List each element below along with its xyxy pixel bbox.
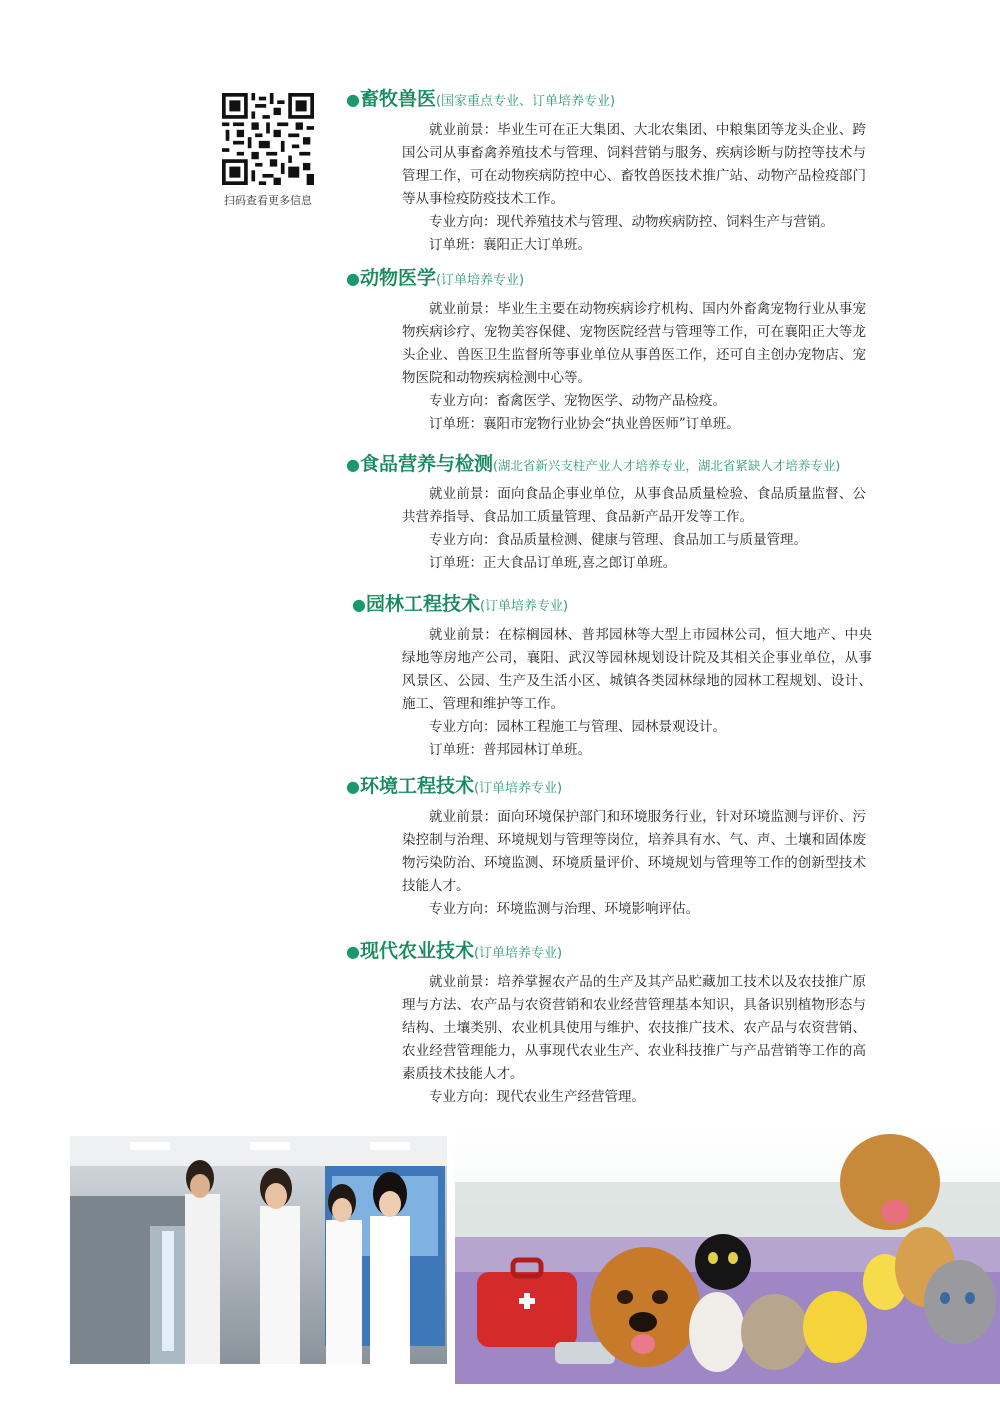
bullet-icon: ● bbox=[346, 269, 360, 288]
program-title: 畜牧兽医 bbox=[359, 88, 436, 110]
order-class: 订单班：襄阳市宠物行业协会“执业兽医师”订单班。 bbox=[429, 416, 740, 432]
pets-photo bbox=[455, 1122, 1000, 1384]
specialization: 专业方向：畜禽医学、宠物医学、动物产品检疫。 bbox=[429, 393, 726, 409]
specialization: 专业方向：园林工程施工与管理、园林景观设计。 bbox=[429, 719, 726, 735]
lab-students-photo bbox=[70, 1136, 447, 1364]
program-body bbox=[346, 298, 866, 436]
program-title: 环境工程技术 bbox=[359, 775, 474, 797]
bullet-icon: ● bbox=[346, 777, 360, 796]
program-modern-agriculture bbox=[346, 940, 866, 1109]
bullet-icon: ● bbox=[352, 595, 366, 614]
program-subtitle: (订单培养专业) bbox=[473, 946, 563, 961]
program-body bbox=[346, 971, 866, 1109]
order-class: 订单班：普邦园林订单班。 bbox=[429, 742, 591, 758]
bullet-icon: ● bbox=[346, 942, 360, 961]
bullet-icon: ● bbox=[346, 455, 360, 474]
program-body bbox=[346, 483, 866, 575]
program-landscape-engineering bbox=[352, 593, 872, 762]
specialization: 专业方向：食品质量检测、健康与管理、食品加工与质量管理。 bbox=[429, 532, 807, 548]
employment-prospects: 就业前景：面向环境保护部门和环境服务行业，针对环境监测与评价、污染控制与治理、环境规划与管理等岗位，培养具有水、气、声、土壤和固体废物污染防治、环境监测、环境质量评价、环境规划与管理等工作的创新型技术技能人才。 bbox=[402, 809, 866, 894]
program-title: 食品营养与检测 bbox=[359, 453, 493, 475]
program-body bbox=[352, 624, 872, 762]
program-subtitle: (湖北省新兴支柱产业人才培养专业，湖北省紧缺人才培养专业) bbox=[492, 458, 841, 473]
program-food-nutrition-testing bbox=[346, 453, 906, 575]
specialization: 专业方向：环境监测与治理、环境影响评估。 bbox=[429, 901, 699, 917]
program-subtitle: (订单培养专业) bbox=[473, 781, 563, 796]
employment-prospects: 就业前景：在棕榈园林、普邦园林等大型上市园林公司，恒大地产、中央绿地等房地产公司，襄阳、武汉等园林规划设计院及其相关企事业单位，从事风景区、公园、生产及生活小区、城镇各类园林绿地的园林工程规划、设计、施工、管理和维护等工作。 bbox=[402, 627, 872, 712]
order-class: 订单班：襄阳正大订单班。 bbox=[429, 237, 591, 253]
program-body bbox=[346, 806, 866, 921]
bullet-icon: ● bbox=[346, 90, 360, 109]
qr-code[interactable] bbox=[222, 93, 314, 185]
program-environmental-engineering bbox=[346, 775, 866, 921]
employment-prospects: 就业前景：毕业生主要在动物疾病诊疗机构、国内外畜禽宠物行业从事宠物疾病诊疗、宠物美容保健、宠物医院经营与管理等工作，可在襄阳正大等龙头企业、兽医卫生监督所等事业单位从事兽医工作，还可自主创办宠物店、宠物医院和动物疾病检测中心等。 bbox=[402, 301, 866, 386]
program-veterinary-medicine bbox=[346, 267, 866, 436]
employment-prospects: 就业前景：面向食品企事业单位，从事食品质量检验、食品质量监督、公共营养指导、食品加工质量管理、食品新产品开发等工作。 bbox=[402, 486, 866, 525]
employment-prospects: 就业前景：培养掌握农产品的生产及其产品贮藏加工技术以及农技推广原理与方法、农产品与农资营销和农业经营管理基本知识，具备识别植物形态与结构、土壤类别、农业机具使用与维护、农技推广技术、农产品与农资营销、农业经营管理能力，从事现代农业生产、农业科技推广与产品营销等工作的高素质技术技能人才。 bbox=[402, 974, 866, 1082]
order-class: 订单班：正大食品订单班,喜之郎订单班。 bbox=[429, 555, 677, 571]
program-title: 现代农业技术 bbox=[359, 940, 474, 962]
employment-prospects: 就业前景：毕业生可在正大集团、大北农集团、中粮集团等龙头企业、跨国公司从事畜禽养殖技术与管理、饲料营销与服务、疾病诊断与防控等技术与管理工作，可在动物疾病防控中心、畜牧兽医技术推广站、动物产品检疫部门等从事检疫防疫技术工作。 bbox=[402, 122, 866, 207]
specialization: 专业方向：现代农业生产经营管理。 bbox=[429, 1089, 645, 1105]
program-subtitle: (国家重点专业、订单培养专业) bbox=[435, 94, 616, 109]
program-title: 园林工程技术 bbox=[365, 593, 480, 615]
program-subtitle: (订单培养专业) bbox=[479, 599, 569, 614]
program-subtitle: (订单培养专业) bbox=[435, 273, 525, 288]
qr-caption: 扫码查看更多信息 bbox=[224, 194, 312, 207]
program-animal-husbandry-vet bbox=[346, 88, 866, 257]
program-title: 动物医学 bbox=[359, 267, 436, 289]
specialization: 专业方向：现代养殖技术与管理、动物疾病防控、饲料生产与营销。 bbox=[429, 214, 834, 230]
program-body bbox=[346, 119, 866, 257]
